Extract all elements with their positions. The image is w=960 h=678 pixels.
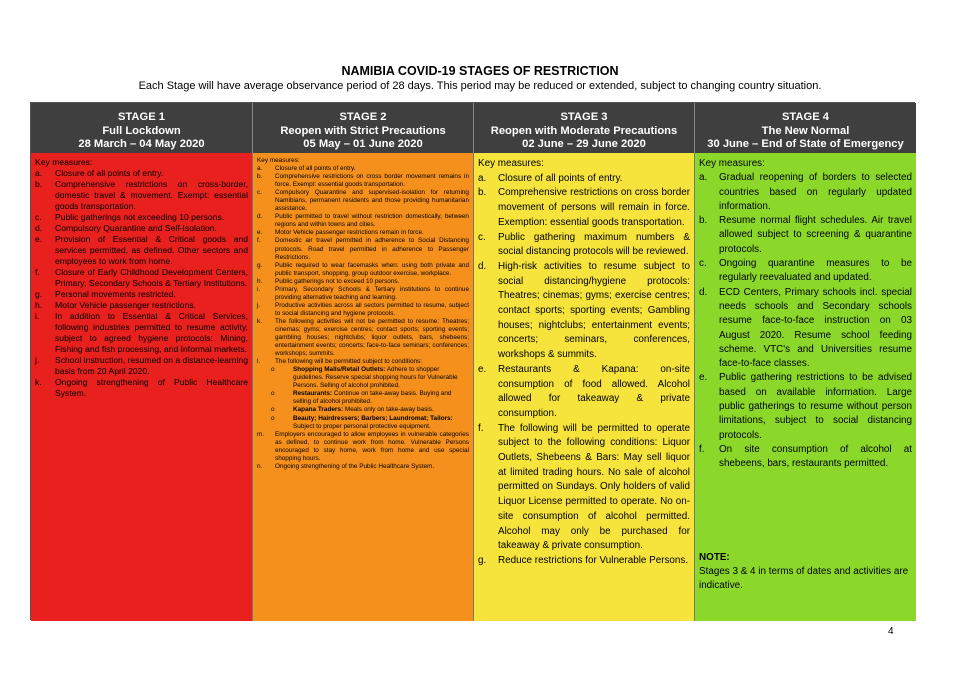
condition-heading: Beauty; Hairdressers; Barbers; Laundromat; Tailors: (293, 414, 453, 422)
document-title: NAMIBIA COVID-19 STAGES OF RESTRICTION (341, 64, 619, 78)
item-text: Domestic air travel permitted in adherence to Social Distancing protocols. Road travel permitted in adherence to Passenger Restrictions. (275, 237, 469, 261)
stage-name: STAGE 2 (339, 111, 387, 123)
item-marker: k. (257, 317, 262, 325)
item-marker: b. (478, 187, 487, 199)
item-marker: f. (699, 443, 705, 455)
note-text: Stages 3 & 4 in terms of dates and activities are indicative. (699, 565, 909, 592)
stage-3-measures (474, 153, 695, 621)
measure-item (257, 229, 469, 237)
item-text: Primary, Secondary Schools & Tertiary institutions to continue providing alternative teaching and learning. (275, 285, 469, 301)
stage-subtitle: Full Lockdown (102, 124, 181, 137)
measure-item (257, 173, 469, 189)
item-text: The following will be permitted to operate subject to the following conditions: Liquor Outlets, Shebeens & Bars: May sell liquor at limited trading hours. No sale of alcohol permitted on Sundays. Only holders of valid Liquor License permitted to operate. No on-site consumption of alcohol permitted. Alcohol may only be purchased for takeaway & private consumption. (498, 422, 690, 552)
measure-item (257, 165, 469, 173)
measure-item (478, 260, 690, 363)
stage-name: STAGE 1 (117, 111, 166, 123)
item-marker: a. (257, 165, 263, 173)
key-measures-label: Key measures: (257, 157, 300, 164)
measure-item (35, 223, 248, 234)
measure-item (257, 463, 469, 471)
condition-text: Shopping Malls/Retail Outlets: Adhere to shopper guidelines. Reserve special shopping hours for Vulnerable Persons. Selling of alcohol prohibited. (293, 366, 458, 390)
measure-item (478, 422, 690, 554)
stage-name: STAGE 4 (781, 111, 830, 123)
item-text: Public permitted to travel without restriction domestically, between regions and within towns and cities. (275, 213, 469, 229)
measure-item (478, 554, 690, 569)
item-text: Gradual reopening of borders to selected countries based on regularly updated information. (719, 172, 912, 212)
condition-item (257, 406, 469, 414)
item-text: Public gathering restrictions to be advised based on available information. Large public gatherings to resume without person limitations, subject to social distancing protocols. (719, 372, 912, 441)
condition-heading: Shopping Malls/Retail Outlets: (293, 366, 386, 374)
key-measures-label: Key measures: (478, 158, 544, 169)
stage-dates: 02 June – 29 June 2020 (522, 138, 646, 150)
stage-dates: 28 March – 04 May 2020 (78, 138, 205, 150)
condition-heading: Kapana Traders: (293, 406, 344, 414)
item-marker: i. (35, 311, 40, 321)
item-marker: j. (257, 301, 261, 309)
item-text: Closure of all points of entry. (275, 165, 356, 173)
item-text: Ongoing quarantine measures to be regularly reevaluated and updated. (719, 258, 912, 284)
item-text: The following will be permitted subject to conditions: (275, 358, 423, 366)
item-marker: h. (35, 300, 43, 310)
stage-2-header (253, 103, 474, 153)
measures-list (478, 172, 690, 569)
condition-item (257, 390, 469, 406)
measure-item (35, 355, 248, 377)
document-subtitle: Each Stage will have average observance period of 28 days. This period may be reduced or extended, subject to changing country situation. (138, 80, 822, 92)
item-text: Reduce restrictions for Vulnerable Persons. (498, 554, 689, 566)
item-marker: a. (35, 168, 43, 178)
measure-item (257, 318, 469, 358)
item-text: Compulsory Quarantine and supervised-isolation for returning Namibians, permanent residents and those providing humanitarian assistance. (275, 189, 469, 213)
measure-item (699, 257, 912, 286)
item-text: Public gatherings not exceeding 10 persons. (55, 212, 225, 222)
condition-item (257, 366, 469, 390)
measure-item (35, 179, 248, 212)
measure-item (699, 171, 912, 214)
item-text: Comprehensive restrictions on cross-border, domestic travel & movement. Exempt: essential goods transportation. (55, 179, 248, 211)
item-marker: b. (699, 215, 708, 227)
stage-4-header (695, 103, 916, 153)
item-marker: b. (257, 173, 263, 181)
conditions-sublist (257, 366, 469, 430)
item-marker: d. (699, 286, 708, 298)
item-marker: d. (478, 260, 487, 272)
measure-item (35, 300, 248, 311)
measure-item (257, 189, 469, 213)
stage-subtitle: Reopen with Moderate Precautions (490, 124, 678, 137)
measure-item (478, 186, 690, 230)
item-marker: d. (35, 223, 43, 233)
item-marker: e. (35, 234, 43, 244)
condition-text: Beauty; Hairdressers; Barbers; Laundromat; Tailors: Subject to proper personal protective equipment. (293, 414, 453, 430)
bullet: o (271, 406, 275, 414)
bullet: o (271, 414, 275, 422)
measure-item (478, 363, 690, 422)
measure-item (478, 172, 690, 187)
item-marker: j. (35, 355, 40, 365)
item-text: On site consumption of alcohol at shebeens, bars, restaurants permitted. (719, 443, 912, 470)
measures-list (35, 168, 248, 399)
item-marker: a. (699, 172, 708, 184)
key-measures-label: Key measures: (35, 157, 93, 167)
item-marker: a. (478, 172, 487, 184)
stages-table (30, 102, 915, 620)
item-marker: g. (35, 289, 43, 299)
stage-subtitle: The New Normal (761, 124, 850, 137)
item-text: Public required to wear facemasks when: using both private and public transport, shopping, group outdoor exercise, workplace. (275, 261, 469, 277)
item-marker: l. (257, 358, 261, 366)
item-marker: b. (35, 179, 43, 189)
item-text: Ongoing strengthening of the Public Healthcare System. (275, 462, 435, 470)
stage-name: STAGE 3 (560, 111, 608, 123)
item-text: Personal movements restricted. (55, 289, 176, 299)
measure-item (35, 168, 248, 179)
measures-list (699, 171, 912, 471)
measure-item (257, 278, 469, 286)
item-text: ECD Centers, Primary schools incl. special needs schools and Secondary schools resume face-to-face instruction on 03 August 2020. Resume school feeding scheme. VTC's and Universities resume face-to-face classes. (719, 286, 912, 370)
item-marker: c. (699, 258, 707, 270)
item-marker: n. (257, 462, 263, 470)
measure-item (257, 286, 469, 302)
item-text: Public gathering maximum numbers & social distancing protocols will be reviewed. (498, 231, 690, 258)
item-text: Public gatherings not to exceed 10 persons. (275, 277, 400, 285)
item-marker: f. (257, 237, 261, 245)
item-marker: h. (257, 277, 263, 285)
stage-1-header (31, 103, 253, 153)
page-number: 4 (888, 626, 894, 637)
stage-2-measures (253, 153, 474, 621)
note-block (699, 551, 912, 594)
measure-item (257, 431, 469, 463)
note-label: NOTE: (699, 551, 730, 563)
item-marker: c. (257, 189, 262, 197)
measure-item (35, 267, 248, 289)
item-text: The following activities will not be permitted to resume: Theatres; cinemas; gyms; exercise centres; contact sports; sporting events; gambling houses; nightclubs; liquor outlets, bars, shebeens; entertainment events; concerts; face-to-face seminars; conferences; workshops; summits. (275, 317, 469, 358)
item-marker: f. (478, 422, 484, 434)
item-marker: g. (257, 261, 263, 269)
measure-item (35, 212, 248, 223)
measure-item (257, 262, 469, 278)
measure-item (257, 358, 469, 366)
item-marker: i. (257, 285, 261, 293)
item-marker: f. (35, 267, 40, 277)
item-marker: c. (35, 212, 42, 222)
item-text: Compulsory Quarantine and Self-Isolation. (55, 223, 217, 233)
measure-item (35, 234, 248, 267)
stage-subtitle: Reopen with Strict Precautions (280, 124, 446, 137)
stage-3-header (474, 103, 695, 153)
item-text: Resume normal flight schedules. Air travel allowed subject to screening & quarantine protocols. (719, 215, 912, 255)
item-text: Motor Vehicle passenger restrictions remain in force. (275, 229, 424, 237)
condition-item (257, 415, 469, 431)
condition-text: Restaurants: Continue on take-away basis. Buying and selling of alcohol prohibited. (293, 390, 452, 406)
measure-item (257, 237, 469, 261)
item-text: Closure of all points of entry. (498, 172, 623, 184)
item-marker: g. (478, 554, 487, 566)
item-marker: c. (478, 231, 486, 243)
measure-item (35, 311, 248, 355)
item-text: Restaurants & Kapana: on-site consumption of food allowed. Alcohol allowed for takeaway & private consumption. (498, 363, 690, 419)
measures-list (257, 165, 469, 366)
item-text: Closure of all points of entry. (55, 168, 164, 178)
item-text: Comprehensive restrictions on cross border movement remains in force. Exempt: essential goods transportation. (275, 173, 469, 189)
item-text: Ongoing strengthening of Public Healthcare System. (55, 377, 248, 398)
item-text: Comprehensive restrictions on cross border movement of persons will remain in force. Exemption: essential goods transportation. (498, 187, 690, 228)
item-text: High-risk activities to resume subject to social distancing/hygiene protocols: Theatres; cinemas; gyms; exercise centres; contact sports; sporting events; Gambling houses; nightclubs; entertainment events; concerts; seminars, conferences, workshops & summits. (498, 260, 690, 361)
measure-item (257, 213, 469, 229)
item-text: Employers encouraged to allow employees in vulnerable categories as defined, to continue work from home. Vulnerable Persons encouraged to stay home, work from home and use special shopping hours. (275, 430, 469, 462)
item-text: Provision of Essential & Critical goods and services permitted, as defined. Other sectors and employees to work from home. (55, 234, 248, 266)
stage-1-measures (31, 153, 253, 621)
bullet: o (271, 366, 275, 374)
item-text: In addition to Essential & Critical Services, following industries permitted to resume activity, subject to agreed hygiene protocols: Mining, Fishing and fish processing, and Informal markets. (55, 311, 248, 354)
measure-item (478, 231, 690, 260)
item-text: School instruction, resumed on a distance-learning basis from 20 April 2020. (55, 355, 248, 376)
condition-heading: Restaurants: (293, 390, 333, 398)
bullet: o (271, 390, 275, 398)
measure-item (699, 286, 912, 372)
item-text: Productive activities across all sectors permitted to resume, subject to social distancing and hygiene protocols. (275, 301, 469, 317)
condition-text: Kapana Traders: Meals only on take-away basis. (293, 406, 434, 414)
item-marker: e. (478, 363, 487, 375)
key-measures-label: Key measures: (699, 158, 765, 169)
stage-dates: 30 June – End of State of Emergency (707, 138, 904, 150)
item-text: Motor Vehicle passenger restrictions. (55, 300, 196, 310)
item-marker: e. (699, 372, 708, 384)
stage-4-measures (695, 153, 916, 621)
item-marker: m. (257, 430, 265, 438)
item-marker: d. (257, 213, 263, 221)
measure-item (35, 289, 248, 300)
measures-list-continued (257, 431, 469, 471)
stage-dates: 05 May – 01 June 2020 (303, 138, 423, 150)
measure-item (699, 214, 912, 257)
measure-item (699, 443, 912, 472)
measure-item (35, 377, 248, 399)
item-marker: e. (257, 229, 263, 237)
measure-item (699, 371, 912, 442)
item-text: Closure of Early Childhood Development Centers, Primary, Secondary Schools & Tertiary Institutions. (55, 267, 248, 288)
item-marker: k. (35, 377, 42, 387)
measure-item (257, 302, 469, 318)
